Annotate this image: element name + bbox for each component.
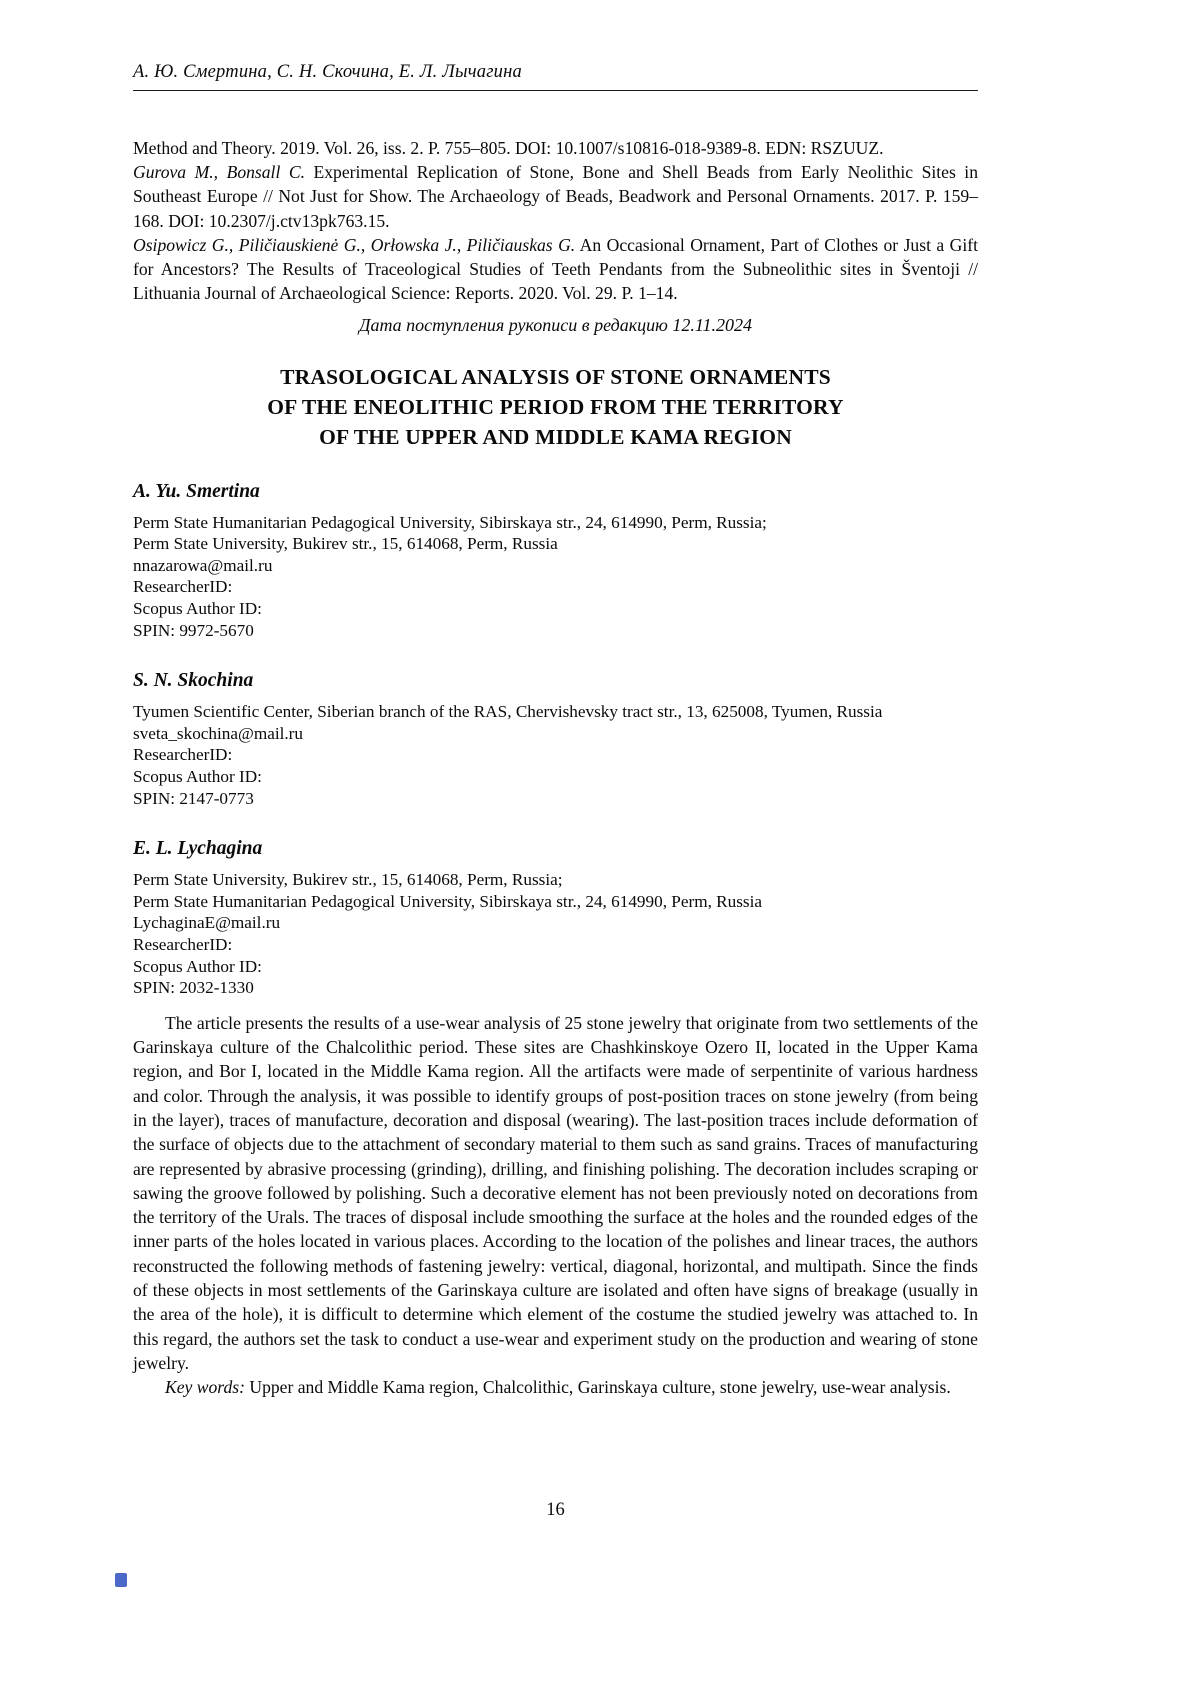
abstract-paragraph: The article presents the results of a use-wear analysis of 25 stone jewelry that originate from two settlements of the Garinskaya culture of the Chalcolithic period. These sites are Chashkinskoye Ozero II, located in the Upper Kama region, and Bor I, located in the Middle Kama region. All the artifacts were made of serpentinite of various hardness and color. Through the analysis, it was possible to identify groups of post-position traces on stone jewelry (from being in the layer), traces of manufacture, decoration and disposal (wearing). The last-position traces include deformation of the surface of objects due to the attachment of secondary material to them such as sand grains. Traces of manufacturing are represented by abrasive processing (grinding), drilling, and finishing polishing. The decoration includes scraping or sawing the groove followed by polishing. Such a decorative element has not been previously noted on decorations from the territory of the Urals. The traces of disposal include smoothing the surface at the holes and the rounded edges of the inner parts of the holes located in various places. According to the location of the polishes and linear traces, the authors reconstructed the following methods of fastening jewelry: vertical, diagonal, horizontal, and multipath. Since the finds of these objects in most settlements of the Garinskaya culture are isolated and often have signs of breakage (usually in the area of the hole), it is difficult to determine which element of the costume the studied jewelry was attached to. In this regard, the authors set the task to conduct a use-wear and experiment study on the production and wearing of stone jewelry. [133, 1012, 978, 1373]
article-title-line: OF THE UPPER AND MIDDLE KAMA REGION [319, 424, 792, 449]
author-affiliation: Perm State Humanitarian Pedagogical University, Sibirskaya str., 24, 614990, Perm, Russia; [133, 512, 767, 532]
corner-watermark [115, 1573, 127, 1587]
author-email: sveta_skochina@mail.ru [133, 723, 303, 743]
author-scopus-id: Scopus Author ID: [133, 766, 262, 786]
author-scopus-id: Scopus Author ID: [133, 956, 262, 976]
author-spin: SPIN: 2147-0773 [133, 788, 254, 808]
reference-entry [133, 160, 978, 233]
author-researcher-id: ResearcherID: [133, 934, 233, 954]
page-number: 16 [546, 1500, 565, 1520]
author-section [133, 668, 978, 809]
manuscript-received-date: Дата поступления рукописи в редакцию 12.11.2024 [359, 315, 752, 336]
running-head: А. Ю. Смертина, С. Н. Скочина, Е. Л. Лычагина [133, 62, 522, 82]
author-researcher-id: ResearcherID: [133, 745, 233, 765]
reference-text: Experimental Replication of Stone, Bone and Shell Beads from Early Neolithic Sites in Southeast Europe // Not Just for Show. The Archaeology of Beads, Beadwork and Personal Ornaments. 2017. P. 159–168. DOI: 10.2307/j.ctv13pk763.15. [133, 162, 978, 231]
author-name: S. N. Skochina [133, 670, 254, 692]
header-rule [133, 90, 978, 91]
author-affiliation: Perm State Humanitarian Pedagogical University, Sibirskaya str., 24, 614990, Perm, Russia [133, 891, 763, 911]
author-name: A. Yu. Smertina [133, 480, 260, 502]
keywords-label: Key words: [165, 1377, 245, 1398]
reference-authors: Gurova M., Bonsall C. [133, 162, 305, 183]
author-affiliation: Perm State University, Bukirev str., 15, 614068, Perm, Russia; [133, 870, 563, 890]
author-email: LychaginaE@mail.ru [133, 913, 281, 933]
author-section [133, 836, 978, 999]
article-title-line: OF THE ENEOLITHIC PERIOD FROM THE TERRITORY [267, 394, 844, 419]
author-affiliation: Tyumen Scientific Center, Siberian branch of the RAS, Chervishevsky tract str., 13, 625008, Tyumen, Russia [133, 702, 883, 722]
author-spin: SPIN: 9972-5670 [133, 620, 254, 640]
article-title-line: TRASOLOGICAL ANALYSIS OF STONE ORNAMENTS [280, 364, 831, 389]
page-content [133, 136, 978, 1399]
author-email: nnazarowa@mail.ru [133, 555, 273, 575]
reference-text: An Occasional Ornament, Part of Clothes or Just a Gift for Ancestors? The Results of Traceological Studies of Teeth Pendants from the Subneolithic sites in Šventoji // Lithuania Journal of Archaeological Science: Reports. 2020. Vol. 29. P. 1–14. [133, 234, 978, 304]
reference-text: Method and Theory. 2019. Vol. 26, iss. 2. P. 755–805. DOI: 10.1007/s10816-018-9389-8. EDN: RSZUUZ. [133, 138, 884, 158]
author-scopus-id: Scopus Author ID: [133, 599, 262, 618]
reference-entry [133, 233, 978, 306]
author-name: E. L. Lychagina [133, 838, 263, 860]
article-title [133, 362, 978, 452]
keywords-text: Upper and Middle Kama region, Chalcolithic, Garinskaya culture, stone jewelry, use-wear analysis. [244, 1377, 951, 1398]
keywords-paragraph [133, 1375, 978, 1399]
author-affiliation: Perm State University, Bukirev str., 15, 614068, Perm, Russia [133, 534, 558, 554]
author-section [133, 479, 978, 642]
reference-authors: Osipowicz G., Piličiauskienė G., Orłowska J., Piličiauskas G. [133, 234, 576, 255]
author-spin: SPIN: 2032-1330 [133, 978, 254, 998]
author-researcher-id: ResearcherID: [133, 577, 233, 597]
reference-entry [133, 136, 978, 160]
